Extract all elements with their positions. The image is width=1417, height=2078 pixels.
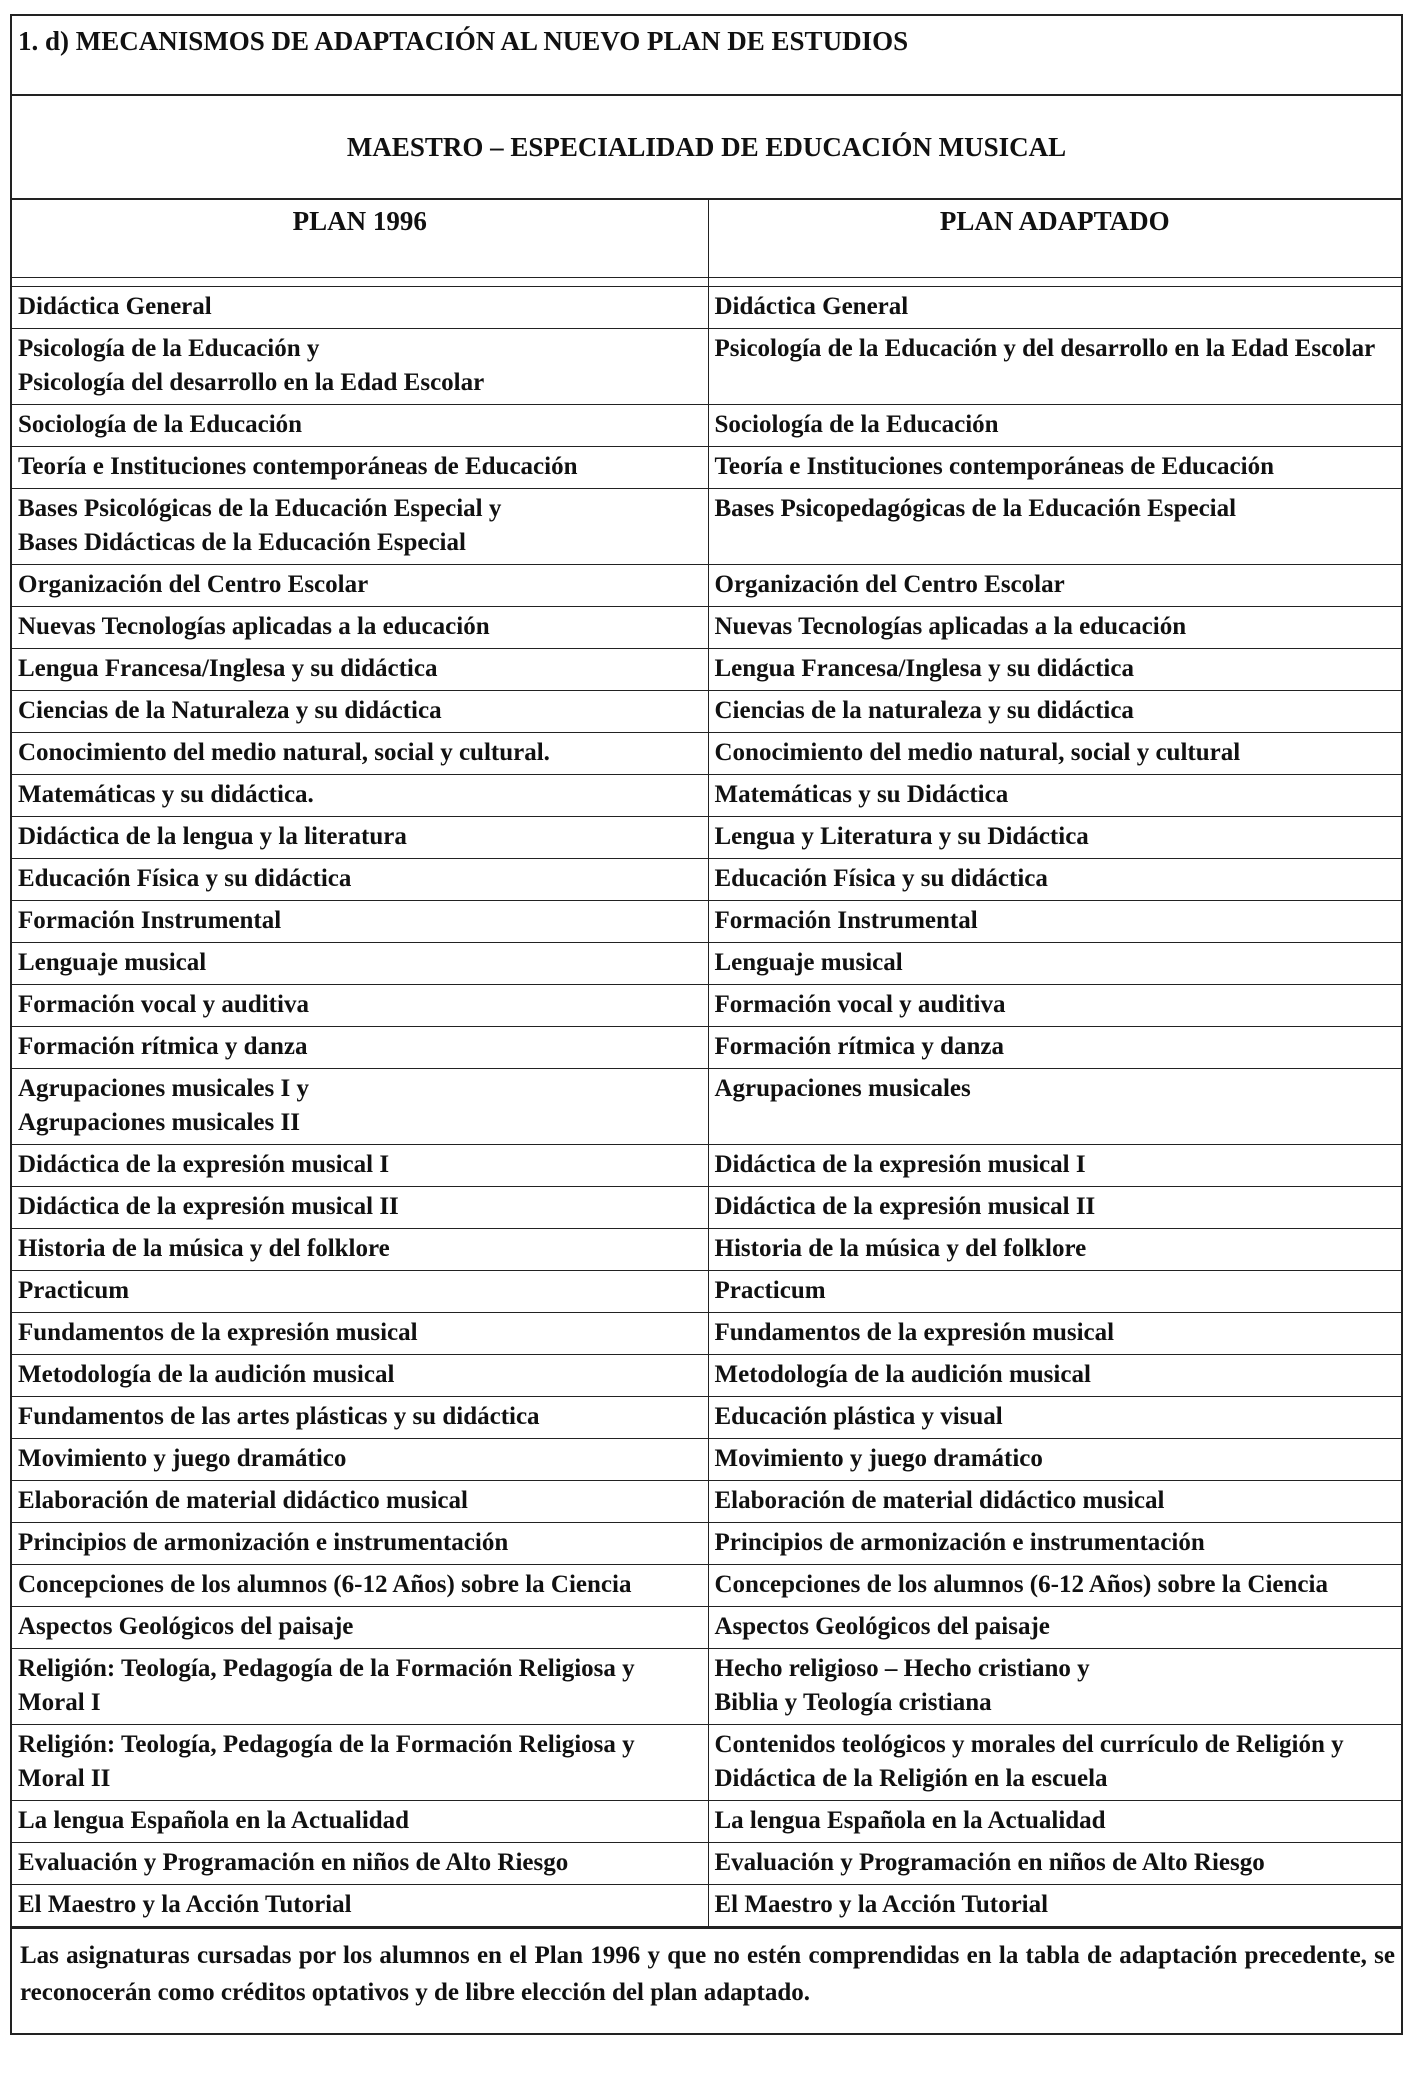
- cell-plan-1996: Concepciones de los alumnos (6-12 Años) sobre la Ciencia: [12, 1565, 708, 1607]
- cell-plan-adaptado: Conocimiento del medio natural, social y cultural: [708, 733, 1401, 775]
- cell-plan-1996: El Maestro y la Acción Tutorial: [12, 1885, 708, 1927]
- table-row: [12, 817, 1401, 859]
- cell-plan-adaptado: Agrupaciones musicales: [708, 1069, 1401, 1145]
- specialty-title: MAESTRO – ESPECIALIDAD DE EDUCACIÓN MUSICAL: [12, 96, 1401, 200]
- cell-plan-1996: Didáctica de la expresión musical I: [12, 1145, 708, 1187]
- cell-plan-adaptado: Didáctica de la expresión musical I: [708, 1145, 1401, 1187]
- cell-plan-1996: Organización del Centro Escolar: [12, 565, 708, 607]
- table-row: [12, 1229, 1401, 1271]
- cell-plan-adaptado: Fundamentos de la expresión musical: [708, 1313, 1401, 1355]
- table-body: [12, 278, 1401, 1927]
- cell-plan-adaptado: Principios de armonización e instrumentación: [708, 1523, 1401, 1565]
- cell-plan-adaptado: Teoría e Instituciones contemporáneas de Educación: [708, 447, 1401, 489]
- table-row: [12, 1843, 1401, 1885]
- cell-plan-1996: Formación Instrumental: [12, 901, 708, 943]
- table-row: [12, 1145, 1401, 1187]
- table-row: [12, 1439, 1401, 1481]
- adaptation-table: [12, 200, 1401, 1927]
- table-row: [12, 1313, 1401, 1355]
- cell-plan-1996: Fundamentos de las artes plásticas y su didáctica: [12, 1397, 708, 1439]
- table-row: [12, 329, 1401, 405]
- cell-plan-adaptado: Bases Psicopedagógicas de la Educación Especial: [708, 489, 1401, 565]
- cell-plan-adaptado: Nuevas Tecnologías aplicadas a la educación: [708, 607, 1401, 649]
- cell-plan-adaptado: Matemáticas y su Didáctica: [708, 775, 1401, 817]
- cell-plan-1996: Lenguaje musical: [12, 943, 708, 985]
- cell-plan-adaptado: El Maestro y la Acción Tutorial: [708, 1885, 1401, 1927]
- adaptation-document: [10, 14, 1403, 2035]
- cell-plan-1996: Didáctica de la expresión musical II: [12, 1187, 708, 1229]
- cell-plan-1996: Historia de la música y del folklore: [12, 1229, 708, 1271]
- document-title: 1. d) MECANISMOS DE ADAPTACIÓN AL NUEVO PLAN DE ESTUDIOS: [12, 16, 1401, 96]
- table-row: [12, 985, 1401, 1027]
- cell-plan-1996: Sociología de la Educación: [12, 405, 708, 447]
- table-row: [12, 1649, 1401, 1725]
- cell-plan-1996: Didáctica General: [12, 287, 708, 329]
- cell-plan-adaptado: Evaluación y Programación en niños de Alto Riesgo: [708, 1843, 1401, 1885]
- cell-plan-adaptado: Organización del Centro Escolar: [708, 565, 1401, 607]
- cell-plan-adaptado: Educación Física y su didáctica: [708, 859, 1401, 901]
- column-header-plan-1996: PLAN 1996: [12, 200, 708, 278]
- cell-plan-adaptado: Sociología de la Educación: [708, 405, 1401, 447]
- spacer-row: [12, 278, 1401, 287]
- table-row: [12, 1565, 1401, 1607]
- table-row: [12, 1027, 1401, 1069]
- cell-plan-adaptado: Hecho religioso – Hecho cristiano y Biblia y Teología cristiana: [708, 1649, 1401, 1725]
- cell-plan-1996: Teoría e Instituciones contemporáneas de Educación: [12, 447, 708, 489]
- cell-plan-1996: Conocimiento del medio natural, social y cultural.: [12, 733, 708, 775]
- table-row: [12, 859, 1401, 901]
- cell-plan-1996: Bases Psicológicas de la Educación Especial y Bases Didácticas de la Educación Especial: [12, 489, 708, 565]
- cell-plan-1996: Psicología de la Educación y Psicología del desarrollo en la Edad Escolar: [12, 329, 708, 405]
- table-row: [12, 1069, 1401, 1145]
- table-row: [12, 565, 1401, 607]
- table-row: [12, 287, 1401, 329]
- table-row: [12, 489, 1401, 565]
- table-header-row: [12, 200, 1401, 278]
- table-row: [12, 1397, 1401, 1439]
- cell-plan-adaptado: Lengua y Literatura y su Didáctica: [708, 817, 1401, 859]
- table-row: [12, 943, 1401, 985]
- cell-plan-1996: Evaluación y Programación en niños de Alto Riesgo: [12, 1843, 708, 1885]
- cell-plan-1996: Formación vocal y auditiva: [12, 985, 708, 1027]
- cell-plan-1996: Didáctica de la lengua y la literatura: [12, 817, 708, 859]
- table-row: [12, 1481, 1401, 1523]
- table-row: [12, 1725, 1401, 1801]
- cell-plan-adaptado: Formación vocal y auditiva: [708, 985, 1401, 1027]
- table-row: [12, 733, 1401, 775]
- cell-plan-1996: Religión: Teología, Pedagogía de la Formación Religiosa y Moral II: [12, 1725, 708, 1801]
- cell-plan-1996: Formación rítmica y danza: [12, 1027, 708, 1069]
- cell-plan-adaptado: Ciencias de la naturaleza y su didáctica: [708, 691, 1401, 733]
- cell-plan-adaptado: Concepciones de los alumnos (6-12 Años) sobre la Ciencia: [708, 1565, 1401, 1607]
- cell-plan-1996: Principios de armonización e instrumentación: [12, 1523, 708, 1565]
- cell-plan-adaptado: Lengua Francesa/Inglesa y su didáctica: [708, 649, 1401, 691]
- cell-plan-adaptado: Didáctica General: [708, 287, 1401, 329]
- cell-plan-adaptado: La lengua Española en la Actualidad: [708, 1801, 1401, 1843]
- cell-plan-1996: Educación Física y su didáctica: [12, 859, 708, 901]
- cell-plan-adaptado: Psicología de la Educación y del desarrollo en la Edad Escolar: [708, 329, 1401, 405]
- cell-plan-1996: Agrupaciones musicales I y Agrupaciones musicales II: [12, 1069, 708, 1145]
- cell-plan-adaptado: Formación rítmica y danza: [708, 1027, 1401, 1069]
- table-row: [12, 1801, 1401, 1843]
- table-row: [12, 1523, 1401, 1565]
- cell-plan-adaptado: Didáctica de la expresión musical II: [708, 1187, 1401, 1229]
- table-row: [12, 691, 1401, 733]
- cell-plan-adaptado: Educación plástica y visual: [708, 1397, 1401, 1439]
- cell-plan-adaptado: Aspectos Geológicos del paisaje: [708, 1607, 1401, 1649]
- table-row: [12, 1355, 1401, 1397]
- cell-plan-adaptado: Historia de la música y del folklore: [708, 1229, 1401, 1271]
- cell-plan-adaptado: Contenidos teológicos y morales del currículo de Religión y Didáctica de la Religión en la escuela: [708, 1725, 1401, 1801]
- cell-plan-adaptado: Lenguaje musical: [708, 943, 1401, 985]
- cell-plan-1996: Lengua Francesa/Inglesa y su didáctica: [12, 649, 708, 691]
- table-row: [12, 1187, 1401, 1229]
- table-row: [12, 607, 1401, 649]
- cell-plan-1996: Fundamentos de la expresión musical: [12, 1313, 708, 1355]
- table-row: [12, 901, 1401, 943]
- table-row: [12, 1885, 1401, 1927]
- footer-note: Las asignaturas cursadas por los alumnos en el Plan 1996 y que no estén comprendidas en la tabla de adaptación precedente, se reconocerán como créditos optativos y de libre elección del plan adaptado.: [12, 1927, 1401, 2033]
- table-row: [12, 775, 1401, 817]
- cell-plan-1996: Religión: Teología, Pedagogía de la Formación Religiosa y Moral I: [12, 1649, 708, 1725]
- cell-plan-1996: Nuevas Tecnologías aplicadas a la educación: [12, 607, 708, 649]
- column-header-plan-adaptado: PLAN ADAPTADO: [708, 200, 1401, 278]
- cell-plan-1996: Practicum: [12, 1271, 708, 1313]
- cell-plan-1996: Aspectos Geológicos del paisaje: [12, 1607, 708, 1649]
- cell-plan-adaptado: Practicum: [708, 1271, 1401, 1313]
- table-row: [12, 1607, 1401, 1649]
- cell-plan-1996: Matemáticas y su didáctica.: [12, 775, 708, 817]
- cell-plan-1996: Ciencias de la Naturaleza y su didáctica: [12, 691, 708, 733]
- table-row: [12, 447, 1401, 489]
- table-row: [12, 1271, 1401, 1313]
- cell-plan-adaptado: Elaboración de material didáctico musical: [708, 1481, 1401, 1523]
- table-row: [12, 405, 1401, 447]
- table-row: [12, 649, 1401, 691]
- cell-plan-1996: La lengua Española en la Actualidad: [12, 1801, 708, 1843]
- cell-plan-adaptado: Formación Instrumental: [708, 901, 1401, 943]
- cell-plan-1996: Elaboración de material didáctico musical: [12, 1481, 708, 1523]
- cell-plan-1996: Movimiento y juego dramático: [12, 1439, 708, 1481]
- cell-plan-adaptado: Metodología de la audición musical: [708, 1355, 1401, 1397]
- cell-plan-adaptado: Movimiento y juego dramático: [708, 1439, 1401, 1481]
- cell-plan-1996: Metodología de la audición musical: [12, 1355, 708, 1397]
